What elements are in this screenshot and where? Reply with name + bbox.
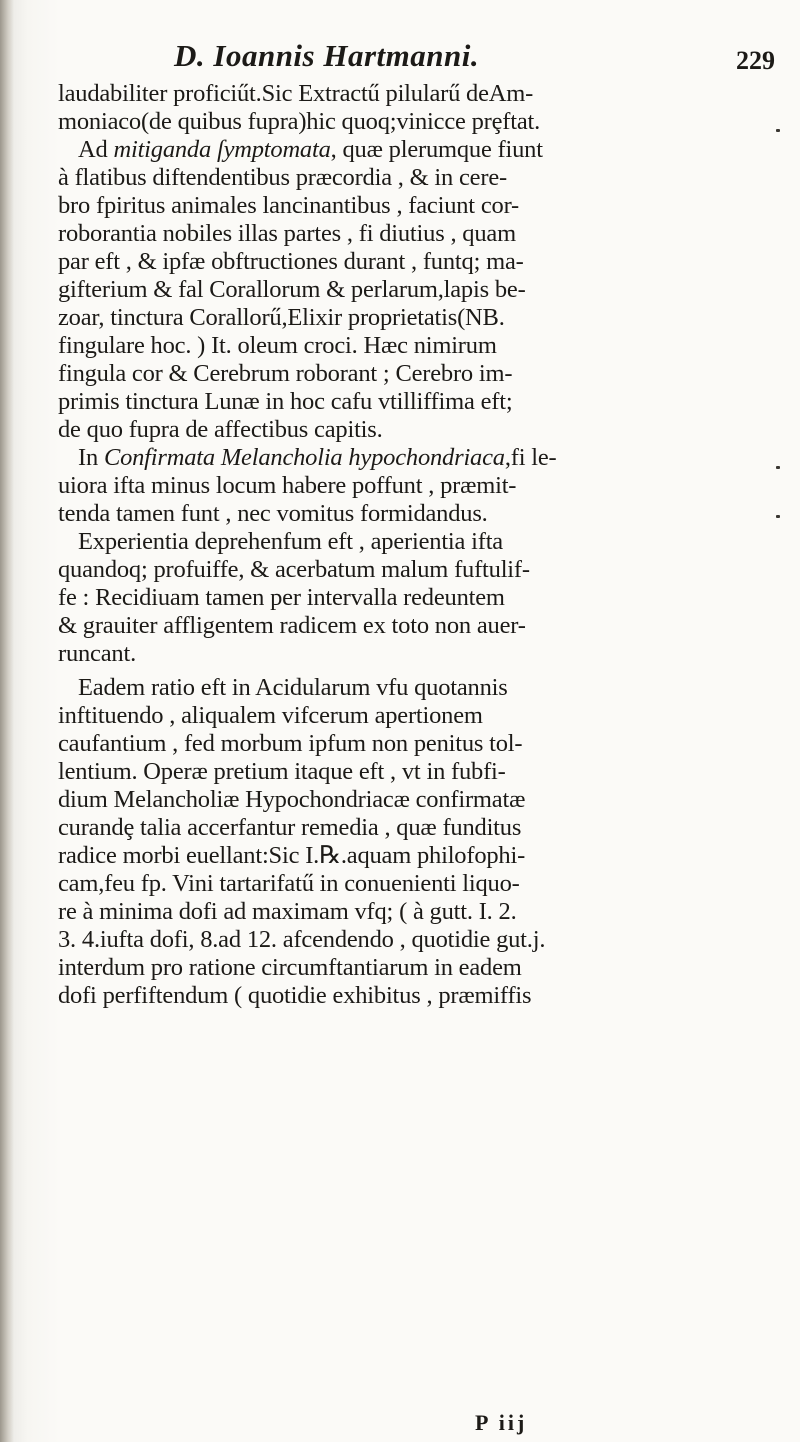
text-line: primis tinctura Lunæ in hoc cafu vtilliffima eft;	[58, 388, 513, 415]
text-line: zoar, tinctura Corallorű,Elixir proprietatis(NB.	[58, 304, 505, 331]
text-line: caufantium , fed morbum ipfum non penitus tol-	[58, 730, 523, 757]
text-line: par eft , & ipfæ obftructiones durant , funtq; ma-	[58, 248, 524, 275]
text-line: Experientia deprehenfum eft , aperientia ifta	[78, 528, 503, 555]
text-line: tenda tamen funt , nec vomitus formidandus.	[58, 500, 488, 527]
text-line: Eadem ratio eft in Acidularum vfu quotannis	[78, 674, 508, 701]
text-line: runcant.	[58, 640, 136, 667]
binding-gutter-shadow	[0, 0, 14, 1442]
body-text	[58, 80, 788, 1010]
text-line: dofi perfiftendum ( quotidie exhibitus , præmiffis	[58, 982, 532, 1009]
text-line: bro fpiritus animales lancinantibus , faciunt cor-	[58, 192, 519, 219]
margin-mark	[776, 129, 780, 132]
text-line: fingula cor & Cerebrum roborant ; Cerebro im-	[58, 360, 513, 387]
text-line: laudabiliter proficiűt.Sic Extractű pilularű deAm-	[58, 80, 534, 107]
signature-mark: P iij	[475, 1410, 528, 1435]
page-number: 229	[736, 46, 775, 75]
text-line: 3. 4.iufta dofi, 8.ad 12. afcendendo , quotidie gut.j.	[58, 926, 546, 953]
text-line: dium Melancholiæ Hypochondriacæ confirmatæ	[58, 786, 526, 813]
text-line: interdum pro ratione circumftantiarum in eadem	[58, 954, 522, 981]
text-line: fingulare hoc. ) It. oleum croci. Hæc nimirum	[58, 332, 497, 359]
text-line: gifterium & fal Corallorum & perlarum,lapis be-	[58, 276, 526, 303]
text-line: radice morbi euellant:Sic I.℞.aquam philofophi-	[58, 842, 526, 869]
italic-phrase: mitiganda ſymptomata	[113, 136, 331, 163]
text-line: uiora ifta minus locum habere poffunt , præmit-	[58, 472, 517, 499]
text-line: re à minima dofi ad maximam vfq; ( à gutt. I. 2.	[58, 898, 517, 925]
text-line: à flatibus diftendentibus præcordia , & in cere-	[58, 164, 507, 191]
margin-mark	[776, 466, 780, 469]
text-line: & grauiter affligentem radicem ex toto non auer-	[58, 612, 526, 639]
text-line: lentium. Operæ pretium itaque eft , vt in fubfi-	[58, 758, 506, 785]
running-title: D. Ioannis Hartmanni.	[174, 38, 480, 73]
text-line: cam,feu fp. Vini tartarifatű in conuenienti liquo-	[58, 870, 520, 897]
text-line: curandȩ talia accerfantur remedia , quæ funditus	[58, 814, 522, 841]
text-line: de quo fupra de affectibus capitis.	[58, 416, 383, 443]
text-line: inftituendo , aliqualem vifcerum apertionem	[58, 702, 483, 729]
italic-phrase: Confirmata Melancholia hypochondriaca	[103, 444, 505, 471]
text-line: Ad mitiganda ſymptomata, quæ plerumque fiunt	[78, 136, 543, 163]
page-header	[60, 38, 775, 78]
text-line: fe : Recidiuam tamen per intervalla redeuntem	[58, 584, 505, 611]
margin-mark	[776, 515, 780, 518]
text-line: moniaco(de quibus fupra)hic quoq;vinicce prȩftat.	[58, 108, 541, 135]
text-line: In Confirmata Melancholia hypochondriaca,fi le-	[78, 444, 557, 471]
text-line: quandoq; profuiffe, & acerbatum malum fuftulif-	[58, 556, 530, 583]
text-line: roborantia nobiles illas partes , fi diutius , quam	[58, 220, 516, 247]
